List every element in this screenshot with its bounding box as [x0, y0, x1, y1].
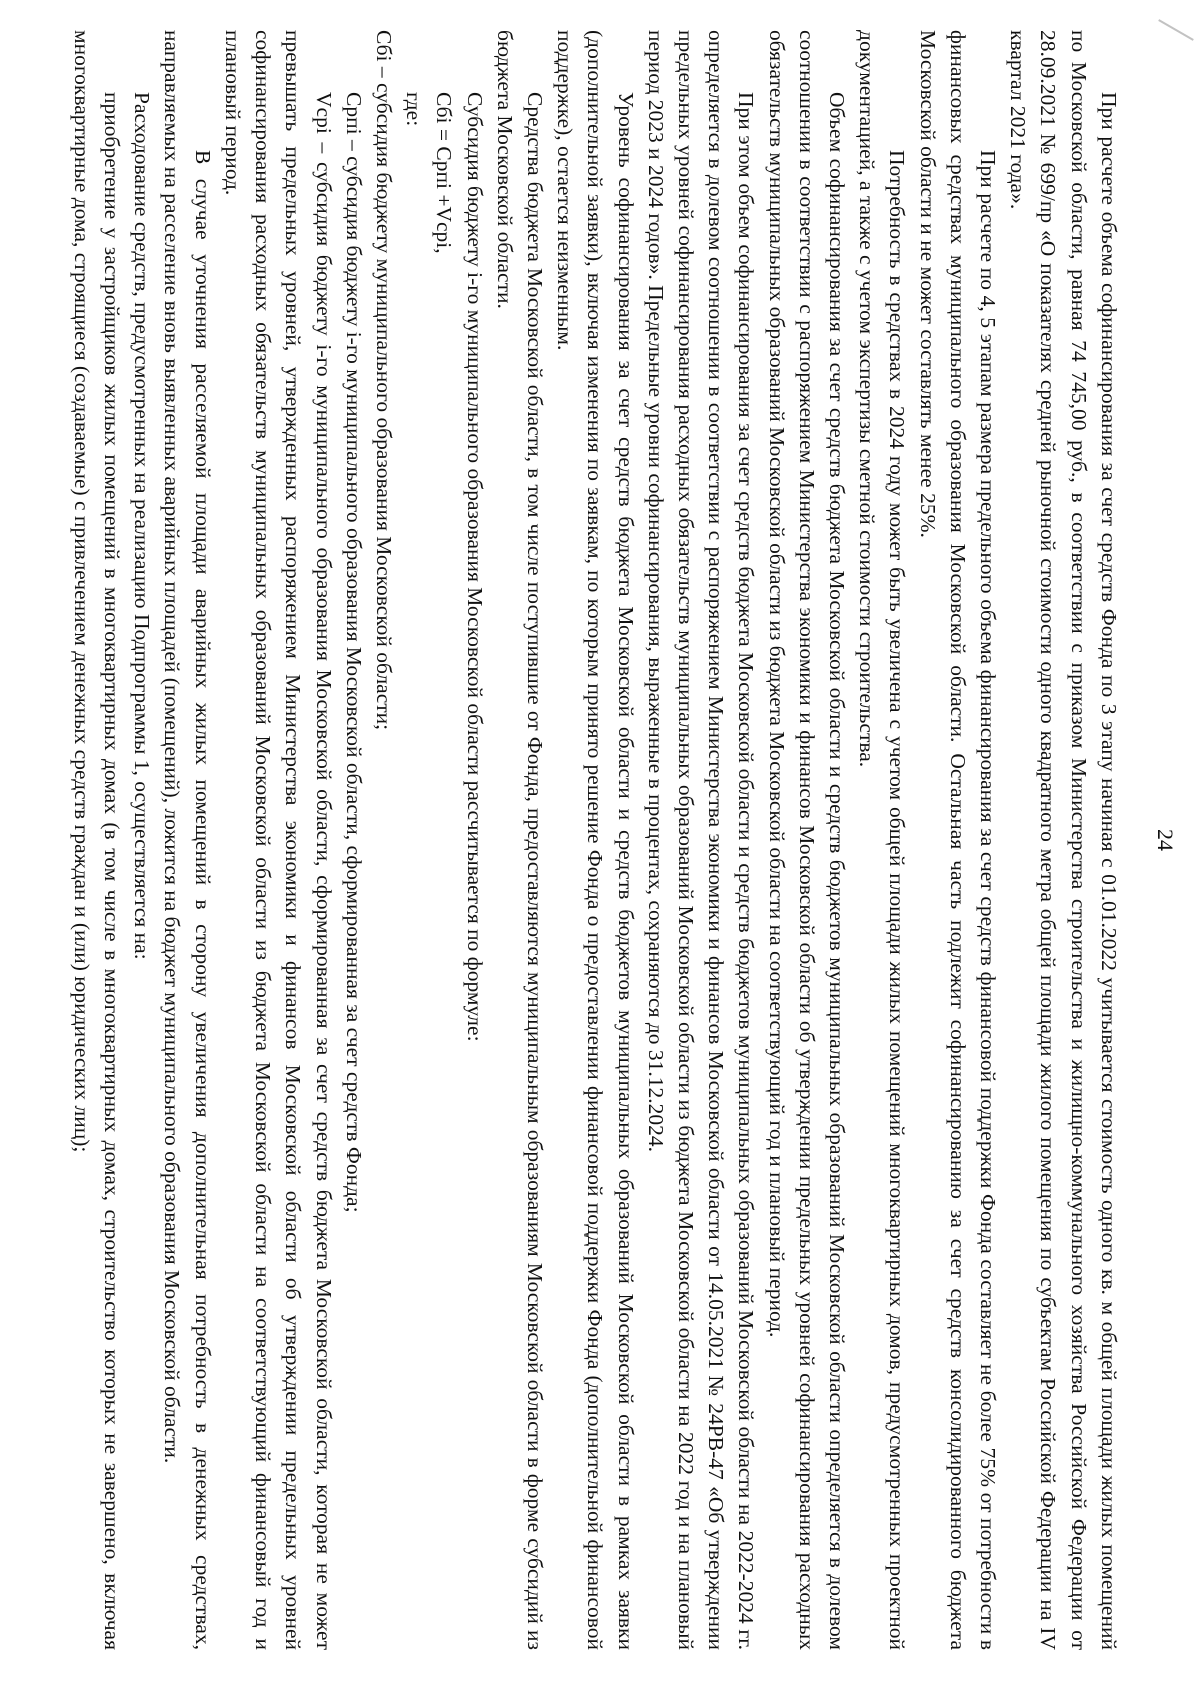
paragraph-p1: При расчете объема софинансирования за счет средств Фонда по 3 этапу начиная с 01.01.2022 учитывается стоимость одного кв. м общей площади жилых помещений по Московской области, равная 74 745,00 руб., в соответствии с приказом Министерства строительства и жилищно-коммунального хозяйства Российской Федерации от 28.09.2021 № 699/пр «О показателях средней рыночной стоимости одного квадратного метра общей площади жилого помещения по субъектам Российской Федерации на IV квартал 2021 года».	[1006, 30, 1121, 1650]
paragraph-p8: Субсидия бюджету i-го муниципального образования Московской области рассчитывается по формуле:	[462, 92, 487, 1042]
paragraph-p7: Средства бюджета Московской области, в том числе поступившие от Фонда, предоставляются муниципальным образованиям Московской области в форме субсидий из бюджета Московской области.	[492, 30, 547, 1650]
paragraph-p11: Сбi – субсидия бюджету муниципального образования Московской области;	[371, 30, 396, 731]
paragraph-p4: Объем софинансирования за счет средств бюджета Московской области и средств бюджетов муниципальных образований Московской области определяется в долевом соотношении в соответствии с распоряжением Министерства экономики и финансов Московской области об утверждении предельных уровней софинансирования расходных обязательств муниципальных образований Московской области из бюджета Московской области на соответствующий год и плановый период.	[764, 30, 849, 1650]
paragraph-p16: приобретение у застройщиков жилых помещений в многоквартирных домах (в том числе в многоквартирных домах, строительство которых не завершено, включая многоквартирные дома, строящиеся (создаваемые) с привлечением денежных средств граждан и (или) юридических лиц);	[69, 30, 125, 1650]
paragraph-p9: Сбi = Српi +Vсрi,	[432, 92, 457, 254]
paragraph-p12: Српi – субсидия бюджету i-го муниципального образования Московской области, сформированная за счет средств Фонда;	[341, 92, 366, 1213]
paragraph-p10: где:	[402, 92, 427, 127]
paragraph-p2: При расчете по 4, 5 этапам размера предельного объема финансирования за счет средств финансовой поддержки Фонда составляет не более 75% от потребности в финансовых средствах муниципального образования Московской области. Остальная часть подлежит софинансированию за счет средств консолидированного бюджета Московской области и не может составлять менее 25%.	[915, 30, 1000, 1650]
paragraph-p14: В случае уточнения расселяемой площади аварийных жилых помещений в сторону увеличения дополнительная потребность в денежных средствах, направляемых на расселение вновь выявленных аварийных площадей (помещений), ложится на бюджет муниципального образования Московской области.	[160, 30, 215, 1650]
paragraph-p5: При этом объем софинансирования за счет средств бюджета Московской области и средств бюджетов муниципальных образований Московской области на 2022-2024 гг. определяется в долевом соотношении в соответствии с распоряжением Министерства экономики и финансов Московской области от 14.05.2021 № 24РВ-47 «Об утверждении предельных уровней софинансирования расходных обязательств муниципальных образований Московской области из бюджета Московской области на 2022 год и на плановый период 2023 и 2024 годов». Предельные уровни софинансирования, выраженные в процентах, сохраняются до 31.12.2024.	[643, 30, 759, 1650]
paragraph-p13: Vсрi – субсидия бюджету i-го муниципального образования Московской области, сформированная за счет средств бюджета Московской области, которая не может превышать предельных уровней, утвержденных распоряжением Министерства экономики и финансов Московской области об утверждении предельных уровней софинансирования расходных обязательств муниципальных образований Московской области из бюджета Московской области на соответствующий финансовый год и плановый период.	[220, 30, 336, 1650]
paragraph-p3: Потребность в средствах в 2024 году может быть увеличена с учетом общей площади жилых помещений многоквартирных домов, предусмотренных проектной документацией, а также с учетом экспертизы сметной стоимости строительства.	[855, 30, 910, 1650]
paragraph-p15: Расходование средств, предусмотренных на реализацию Подпрограммы 1, осуществляется на:	[130, 92, 155, 960]
page-number: 24	[1153, 829, 1178, 851]
rotated-text-block	[69, 30, 1180, 1650]
body-text	[67, 30, 1124, 1650]
paragraph-p6: Уровень софинансирования за счет средств бюджета Московской области и средств бюджетов муниципальных образований Московской области в рамках заявки (дополнительной заявки), включая изменения по заявкам, по которым принято решение Фонда о предоставлении финансовой поддержки Фонда (дополнительной финансовой поддержке), остается неизменным.	[553, 30, 638, 1650]
